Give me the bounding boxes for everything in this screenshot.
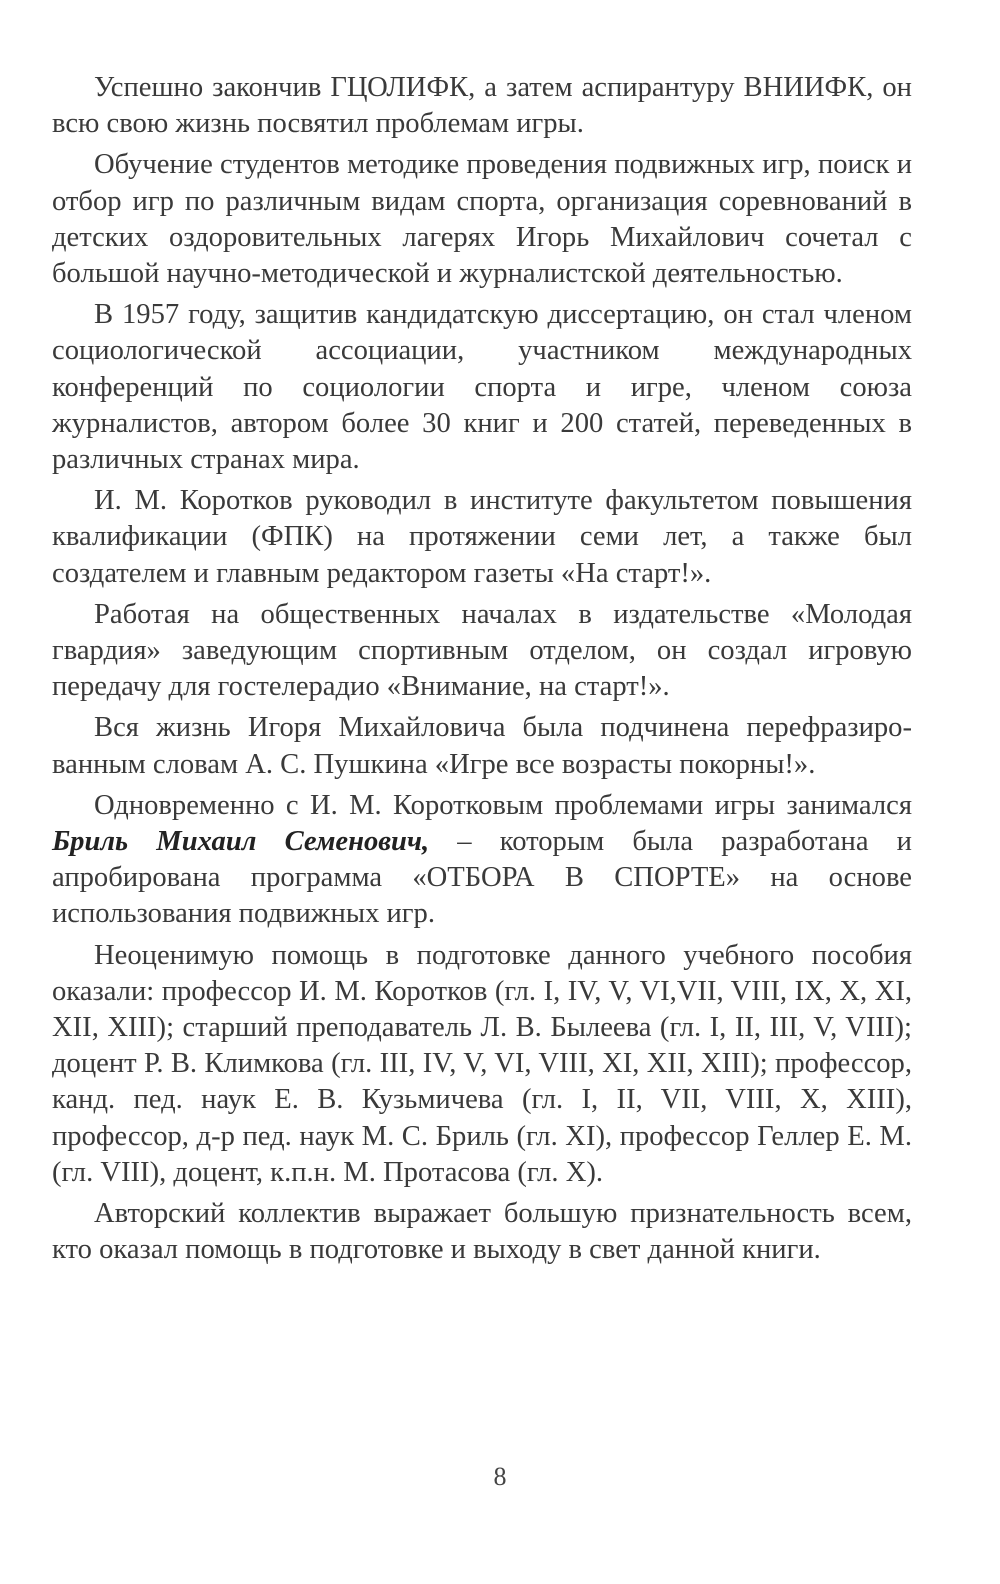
paragraph-bril — [52, 788, 912, 933]
paragraph-teaching: Обучение студентов методике проведения подвижных игр, поиск и отбор игр по различным видам спорта, организация соревнований в детских оздоровительных лагерях Игорь Михайлович сочетал с большой научно-методической и журналистской деятельностью. — [52, 149, 912, 290]
paragraph-pushkin: Вся жизнь Игоря Михайловича была подчинена перефразированным словам А. С. Пушкина «Игре все возрасты покорны!». — [52, 712, 912, 780]
paragraph-gratitude: Авторский коллектив выражает большую признательность всем, кто оказал помощь в подготовке и выходу в свет данной книги. — [52, 1198, 912, 1266]
page-body — [52, 70, 912, 1274]
paragraph-acknowledgements: Неоценимую помощь в подготовке данного учебного пособия оказали: профессор И. М. Коротков (гл. I, IV, V, VI,VII, VIII, IX, X, XI, XII, XIII); старший преподаватель Л. В. Былеева (гл. I, II, III, V, VIII); доцент Р. В. Климкова (гл. III, IV, V, VI, VIII, XI, XII, XIII); профессор, канд. пед. наук Е. В. Кузьмичева (гл. I, II, VII, VIII, X, XIII), профессор, д-р пед. наук М. С. Бриль (гл. XI), профессор Геллер Е. М. (гл. VIII), доцент, к.п.н. М. Протасова (гл. X). — [52, 939, 912, 1188]
paragraph-dissertation: В 1957 году, защитив кандидатскую диссертацию, он стал членом социологической ассоциации, участником международных конференций по социологии спорта и игре, членом союза журналистов, автором более 30 книг и 200 статей, переведенных в различных странах мира. — [52, 299, 912, 476]
bril-text-after: – которым была разработана и апробирована программа «ОТБОРА В СПОРТЕ» на основе использования подвижных игр. — [52, 826, 912, 930]
paragraph-molodaya-gvardiya: Работая на общественных началах в издательстве «Молодая гвардия» заведующим спортивным отделом, он создал игровую передачу для гостелерадио «Внимание, на старт!». — [52, 598, 912, 703]
paragraph-education: Успешно закончив ГЦОЛИФК, а затем аспирантуру ВНИИФК, он всю свою жизнь посвятил проблемам игры. — [52, 72, 912, 140]
bril-text-before: Одновременно с И. М. Коротковым проблемами игры занимался — [94, 789, 912, 821]
bril-name: Бриль Михаил Семенович, — [52, 826, 430, 858]
page-number: 8 — [493, 1462, 507, 1491]
paragraph-fpk: И. М. Коротков руководил в институте факультетом повышения квалификации (ФПК) на протяжении семи лет, а также был создателем и главным редактором газеты «На старт!». — [52, 485, 912, 589]
